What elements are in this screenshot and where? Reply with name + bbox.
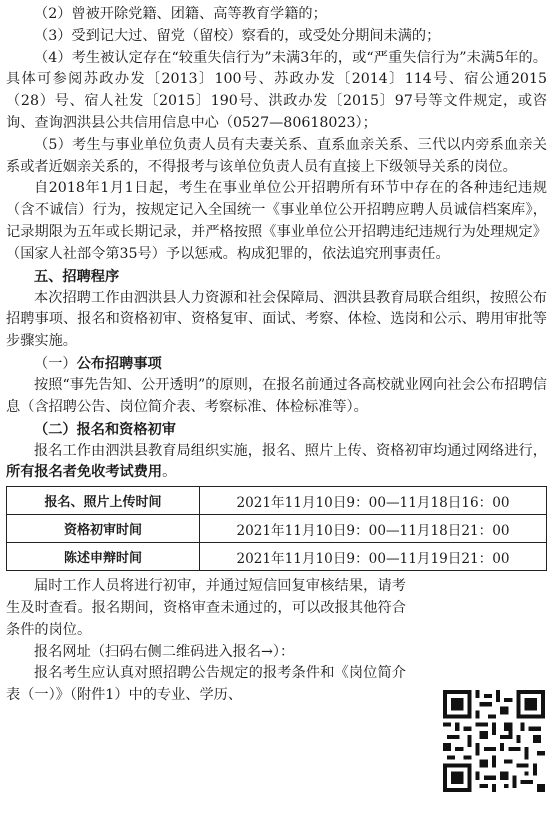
- subsection-2-plain: 报名工作由泗洪县教育局组织实施，报名、照片上传、资格初审均通过网络进行，: [34, 442, 547, 459]
- section-intro: 本次招聘工作由泗洪县人力资源和社会保障局、泗洪县教育局联合组织，按照公布招聘事项、报名和资格初审、资格复审、面试、考察、体检、选岗和公示、聘用审批等步骤实施。: [6, 289, 547, 350]
- table-row: [7, 515, 547, 543]
- section-heading: 五、招聘程序: [34, 268, 120, 285]
- schedule-table: [6, 486, 547, 571]
- table-row: [7, 487, 547, 515]
- table-row: [7, 543, 547, 571]
- list-item-5: （5）考生与事业单位负责人员有夫妻关系、直系血亲关系、三代以内旁系血亲关系或者近姻亲关系的，不得报考与该单位负责人员有直接上下级领导关系的岗位。: [6, 136, 547, 175]
- schedule-label: 报名、照片上传时间: [7, 487, 200, 515]
- subsection-2-heading: （二）报名和资格初审: [34, 421, 176, 438]
- subsection-1-number: （一）: [34, 355, 77, 372]
- subsection-1-text: 按照“事先告知、公开透明”的原则，在报名前通过各高校就业网向社会公布招聘信息（含招聘公告、岗位简介表、考察标准、体检标准等）。: [6, 376, 547, 415]
- document-page: [6, 4, 547, 707]
- subsection-1-heading: [6, 353, 547, 375]
- schedule-value: 2021年11月10日9：00—11月18日16：00: [200, 487, 547, 515]
- schedule-label: 资格初审时间: [7, 515, 200, 543]
- list-item-3: （3）受到记大过、留党（留校）察看的，或受处分期间未满的；: [34, 27, 441, 44]
- subsection-2-text: [6, 441, 547, 485]
- final-text: 报名考生应认真对照招聘公告规定的报考条件和《岗位简介表（一）》（附件1）中的专业、学历、: [6, 665, 406, 704]
- subsection-2-end: 。: [162, 464, 177, 481]
- after-table-text: 届时工作人员将进行初审，并通过短信回复审核结果，请考生及时查看。报名期间，资格审查未通过的，可以改报其他符合条件的岗位。: [6, 578, 406, 638]
- subsection-2-bold: 所有报名者免收考试费用: [6, 464, 163, 481]
- schedule-value: 2021年11月10日9：00—11月18日21：00: [200, 515, 547, 543]
- qr-code-icon[interactable]: [443, 690, 545, 792]
- list-item-4: （4）考生被认定存在“较重失信行为”未满3年的，或“严重失信行为”未满5年的。具体可参阅苏政办发〔2013〕100号、苏政办发〔2014〕114号、宿公通2015（28）号、宿人社发〔2015〕190号、洪政办发〔2015〕97号等文件规定，或咨询、查询泗洪县公共信用信息中心（0527—80618023）；: [6, 49, 547, 131]
- schedule-label: 陈述申辩时间: [7, 543, 200, 571]
- schedule-value: 2021年11月10日9：00—11月19日21：00: [200, 543, 547, 571]
- list-item-2: （2）曾被开除党籍、团籍、高等教育学籍的；: [34, 6, 327, 22]
- integrity-paragraph: 自2018年1月1日起，考生在事业单位公开招聘所有环节中存在的各种违纪违规（含不诚信）行为，按规定记入全国统一《事业单位公开招聘应聘人员诚信档案库》，记录期限为五年或长期记录，并严格按照《事业单位公开招聘违纪违规行为处理规定》（国家人社部令第35号）予以惩戒。构成犯罪的，依法追究刑事责任。: [6, 180, 547, 262]
- signup-site-text: 报名网址（扫码右侧二维码进入报名→）：: [34, 643, 295, 660]
- subsection-1-title: 公布招聘事项: [76, 355, 162, 372]
